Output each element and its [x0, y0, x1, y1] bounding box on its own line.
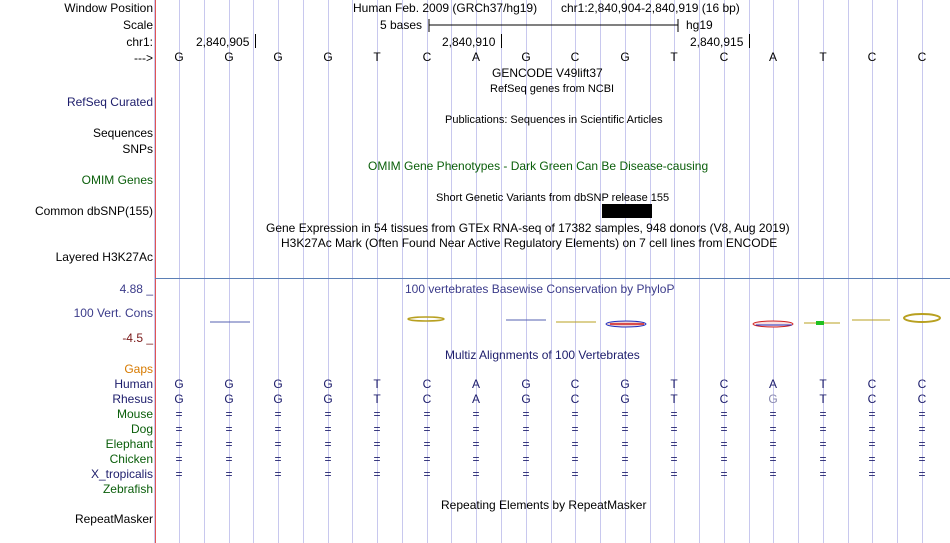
base-cell: G	[521, 377, 531, 391]
grid-line	[352, 0, 353, 543]
base-cell: C	[917, 392, 927, 406]
base-cell: =	[423, 407, 431, 421]
base-cell: =	[373, 407, 381, 421]
base-cell: =	[274, 437, 282, 451]
grid-line	[798, 0, 799, 543]
grid-line	[699, 0, 700, 543]
base-cell: =	[670, 422, 678, 436]
ruler-tick-3: 2,840,915	[690, 35, 744, 49]
base-cell: =	[670, 407, 678, 421]
base-cell: =	[571, 467, 579, 481]
base-cell: =	[324, 437, 332, 451]
base-cell: =	[868, 407, 876, 421]
ruler-mark-1	[255, 34, 256, 48]
base-cell: G	[224, 377, 234, 391]
base-cell: =	[423, 467, 431, 481]
conservation-plot[interactable]	[200, 306, 950, 336]
base-cell: G	[620, 50, 630, 64]
position-readout: chr1:2,840,904-2,840,919 (16 bp)	[561, 1, 740, 15]
base-cell: =	[621, 467, 629, 481]
base-cell: =	[769, 407, 777, 421]
base-cell: =	[522, 452, 530, 466]
base-cell: =	[175, 422, 183, 436]
grid-line	[204, 0, 205, 543]
base-cell: =	[819, 452, 827, 466]
base-cell: G	[521, 392, 531, 406]
base-cell: T	[373, 50, 381, 64]
base-cell: =	[918, 407, 926, 421]
base-cell: =	[571, 407, 579, 421]
grid-line	[402, 0, 403, 543]
base-cell: =	[373, 467, 381, 481]
label-omim-genes[interactable]: OMIM Genes	[81, 173, 153, 187]
label-dog[interactable]: Dog	[130, 422, 153, 436]
base-cell: C	[719, 392, 729, 406]
base-cell: =	[720, 437, 728, 451]
base-cell: =	[720, 407, 728, 421]
base-cell: =	[918, 422, 926, 436]
base-cell: A	[471, 50, 480, 64]
base-cell: T	[670, 377, 678, 391]
base-cell: =	[324, 452, 332, 466]
scale-db: hg19	[686, 18, 713, 32]
label-separator	[155, 0, 156, 543]
base-cell: G	[174, 377, 184, 391]
base-cell: =	[819, 422, 827, 436]
base-cell: =	[324, 407, 332, 421]
base-cell: G	[224, 392, 234, 406]
base-cell: =	[423, 452, 431, 466]
base-cell: =	[472, 467, 480, 481]
h3k27ac-track-title[interactable]: H3K27Ac Mark (Often Found Near Active Regulatory Elements) on 7 cell lines from ENCODE	[281, 236, 778, 250]
label-x-tropicalis[interactable]: X_tropicalis	[90, 467, 153, 481]
base-cell: =	[571, 437, 579, 451]
base-cell: C	[570, 377, 580, 391]
label-zebrafish[interactable]: Zebrafish	[102, 482, 153, 496]
base-cell: =	[571, 452, 579, 466]
base-cell: A	[768, 50, 777, 64]
base-cell: =	[175, 407, 183, 421]
base-cell: G	[174, 50, 184, 64]
base-cell: C	[917, 377, 927, 391]
axis-min-label: -4.5 _	[122, 331, 153, 345]
label-strand[interactable]: --->	[134, 51, 153, 65]
grid-line	[897, 0, 898, 543]
label-chicken[interactable]: Chicken	[109, 452, 153, 466]
base-cell: G	[174, 392, 184, 406]
base-cell: =	[324, 422, 332, 436]
base-cell: =	[769, 437, 777, 451]
base-cell: =	[423, 437, 431, 451]
base-cell: =	[720, 467, 728, 481]
label-chr[interactable]: chr1:	[126, 35, 153, 49]
base-cell: A	[471, 392, 480, 406]
base-cell: =	[522, 422, 530, 436]
base-cell: =	[373, 452, 381, 466]
base-cell: =	[225, 452, 233, 466]
base-cell: =	[918, 467, 926, 481]
base-cell: =	[720, 422, 728, 436]
base-cell: C	[867, 50, 877, 64]
base-cell: =	[373, 422, 381, 436]
label-sequences[interactable]: Sequences	[92, 126, 153, 140]
base-cell: =	[225, 467, 233, 481]
phylop-track-title[interactable]: 100 vertebrates Basewise Conservation by PhyloP	[405, 282, 675, 296]
ruler-tick-1: 2,840,905	[196, 35, 250, 49]
base-cell: =	[175, 437, 183, 451]
base-cell: =	[274, 452, 282, 466]
scale-text: 5 bases	[380, 18, 423, 32]
omim-phenotypes-track-title[interactable]: OMIM Gene Phenotypes - Dark Green Can Be Disease-causing	[368, 159, 709, 173]
base-cell: G	[273, 392, 283, 406]
base-cell: =	[423, 422, 431, 436]
gencode-track-title[interactable]: GENCODE V49lift37	[492, 66, 603, 80]
base-cell: =	[621, 407, 629, 421]
base-cell: =	[274, 407, 282, 421]
base-cell: =	[373, 437, 381, 451]
base-cell: C	[422, 377, 432, 391]
label-snps[interactable]: SNPs	[122, 142, 153, 156]
base-cell: A	[471, 377, 480, 391]
base-cell: =	[868, 422, 876, 436]
base-cell: C	[867, 377, 877, 391]
base-cell: G	[768, 392, 778, 406]
base-cell: =	[522, 437, 530, 451]
base-cell: =	[819, 467, 827, 481]
base-cell: C	[570, 392, 580, 406]
grid-line	[749, 0, 750, 543]
base-cell: =	[868, 467, 876, 481]
base-cell: T	[819, 377, 827, 391]
label-scale[interactable]: Scale	[122, 18, 153, 32]
label-layered-h3k27ac[interactable]: Layered H3K27Ac	[55, 250, 153, 264]
label-human[interactable]: Human	[114, 377, 153, 391]
base-cell: =	[819, 437, 827, 451]
base-cell: A	[768, 377, 777, 391]
base-cell: =	[472, 437, 480, 451]
label-100-vert-cons[interactable]: 100 Vert. Cons	[73, 306, 153, 320]
base-cell: C	[917, 50, 927, 64]
base-cell: G	[521, 50, 531, 64]
base-cell: =	[225, 437, 233, 451]
base-cell: T	[670, 392, 678, 406]
base-cell: =	[621, 437, 629, 451]
track-divider	[155, 278, 950, 279]
base-cell: =	[621, 452, 629, 466]
base-cell: =	[918, 452, 926, 466]
assembly-title: Human Feb. 2009 (GRCh37/hg19)	[353, 1, 538, 15]
label-refseq-curated[interactable]: RefSeq Curated	[66, 95, 153, 109]
base-cell: G	[273, 377, 283, 391]
base-cell: =	[472, 452, 480, 466]
base-cell: T	[819, 392, 827, 406]
base-cell: =	[621, 422, 629, 436]
base-cell: =	[868, 437, 876, 451]
label-repeatmasker[interactable]: RepeatMasker	[74, 512, 153, 526]
base-cell: C	[422, 392, 432, 406]
base-cell: =	[918, 437, 926, 451]
base-cell: T	[373, 392, 381, 406]
gtex-track-title[interactable]: Gene Expression in 54 tissues from GTEx RNA-seq of 17382 samples, 948 donors (V8, Aug 2019)	[266, 221, 790, 235]
grid-line	[303, 0, 304, 543]
base-cell: G	[620, 392, 630, 406]
grid-line	[650, 0, 651, 543]
label-common-dbsnp[interactable]: Common dbSNP(155)	[34, 204, 153, 218]
base-cell: =	[720, 452, 728, 466]
base-cell: =	[769, 467, 777, 481]
base-cell: =	[670, 467, 678, 481]
base-cell: T	[819, 50, 827, 64]
multiz-track-title[interactable]: Multiz Alignments of 100 Vertebrates	[445, 348, 640, 362]
base-cell: G	[224, 50, 234, 64]
base-cell: G	[323, 50, 333, 64]
base-cell: =	[868, 452, 876, 466]
grid-line	[253, 0, 254, 543]
base-cell: =	[670, 437, 678, 451]
base-cell: =	[522, 467, 530, 481]
axis-max-label: 4.88 _	[119, 282, 153, 296]
base-cell: =	[175, 452, 183, 466]
base-cell: =	[472, 422, 480, 436]
base-cell: =	[175, 467, 183, 481]
base-cell: =	[769, 452, 777, 466]
base-cell: G	[620, 377, 630, 391]
base-cell: C	[867, 392, 877, 406]
base-cell: =	[225, 422, 233, 436]
base-cell: T	[373, 377, 381, 391]
base-cell: G	[323, 392, 333, 406]
label-elephant[interactable]: Elephant	[105, 437, 153, 451]
base-cell: =	[522, 407, 530, 421]
base-cell: C	[422, 50, 432, 64]
ruler-mark-3	[749, 34, 750, 48]
base-cell: =	[274, 422, 282, 436]
base-cell: T	[670, 50, 678, 64]
base-cell: C	[719, 50, 729, 64]
grid-line	[848, 0, 849, 543]
grid-line	[451, 0, 452, 543]
refseq-track-description[interactable]: RefSeq genes from NCBI	[490, 83, 615, 95]
base-cell: =	[819, 407, 827, 421]
repeatmasker-track-title[interactable]: Repeating Elements by RepeatMasker	[441, 498, 647, 512]
ruler-tick-2: 2,840,910	[442, 35, 496, 49]
base-cell: =	[225, 407, 233, 421]
base-cell: G	[323, 377, 333, 391]
label-rhesus[interactable]: Rhesus	[112, 392, 153, 406]
label-gaps[interactable]: Gaps	[124, 362, 153, 376]
label-window-position[interactable]: Window Position	[64, 1, 153, 15]
dbsnp-track-title[interactable]: Short Genetic Variants from dbSNP release 155	[436, 192, 670, 204]
dbsnp-variant-block[interactable]	[602, 204, 652, 218]
base-cell: =	[769, 422, 777, 436]
base-cell: =	[274, 467, 282, 481]
base-cell: =	[472, 407, 480, 421]
base-cell: =	[670, 452, 678, 466]
base-cell: C	[719, 377, 729, 391]
label-mouse[interactable]: Mouse	[116, 407, 153, 421]
base-cell: C	[570, 50, 580, 64]
scale-bar	[428, 18, 680, 34]
base-cell: =	[324, 467, 332, 481]
ruler-mark-2	[501, 34, 502, 48]
base-cell: G	[273, 50, 283, 64]
base-cell: =	[571, 422, 579, 436]
publications-track-title[interactable]: Publications: Sequences in Scientific Articles	[445, 114, 663, 126]
